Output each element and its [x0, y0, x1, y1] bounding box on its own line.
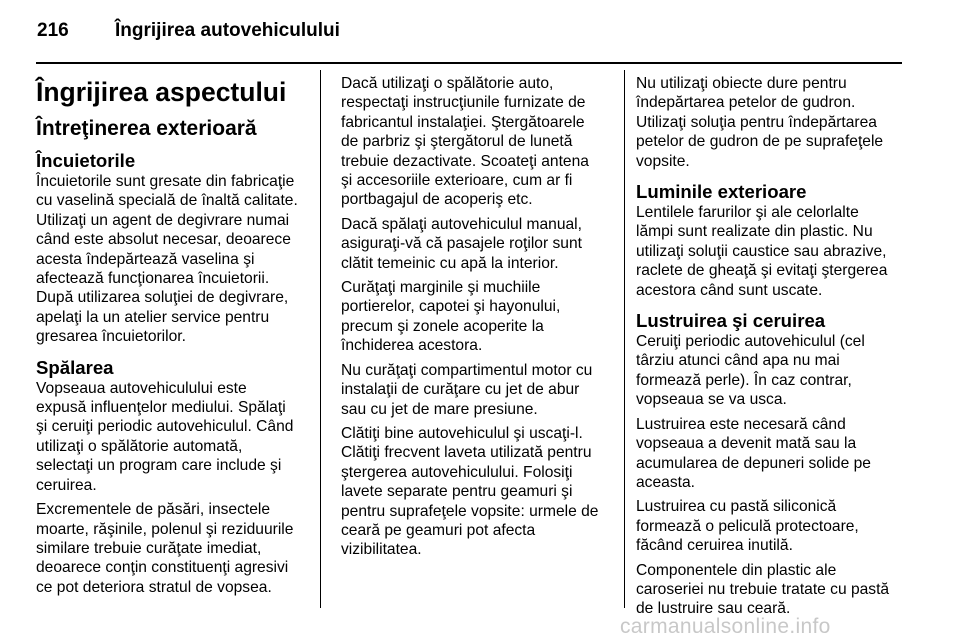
exterior-lights-paragraph: Lentilele farurilor şi ale celorlalte lămpi sunt realizate din plastic. Nu utilizaţi soluţii caustice sau abrazive, raclete de gheaţă şi evitaţi ştergerea acestora când sunt uscate.	[636, 204, 888, 299]
column-1	[36, 74, 316, 602]
polishing-heading: Lustruirea şi ceruirea	[636, 310, 826, 332]
exterior-lights-heading: Luminile exterioare	[636, 181, 807, 203]
chapter-title: Îngrijirea autovehiculului	[115, 20, 340, 41]
rinse-dry-paragraph: Clătiţi bine autovehiculul şi uscaţi-l. Clătiţi frecvent laveta utilizată pentru ştergerea autovehiculului. Folosiţi lavete separate pentru geamuri şi pentru suprafeţele vopsite: urmele de ceară pe geamuri pot afecta vizibilitatea.	[341, 424, 599, 559]
column-3	[636, 74, 904, 624]
engine-compartment-paragraph: Nu curăţaţi compartimentul motor cu instalaţii de curăţare cu jet de abur sau cu jet de mare presiune.	[341, 361, 593, 418]
page-number: 216	[37, 20, 69, 41]
watermark: carmanualsonline.info	[620, 615, 831, 638]
washing-paragraph-1: Vopseaua autovehiculului este expusă influenţelor mediului. Spălaţi şi ceruiţi periodic autovehiculul. Când utilizaţi o spălătorie automată, selectaţi un program care include şi ceruirea.	[36, 379, 294, 494]
column-divider-1	[320, 70, 321, 608]
column-2	[341, 74, 609, 565]
header-divider	[36, 62, 902, 64]
polishing-paragraph-3: Lustruirea cu pastă siliconică formează o peliculă protectoare, făcând ceruirea inutilă.	[636, 498, 859, 555]
tar-removal-paragraph: Nu utilizaţi obiecte dure pentru îndepărtarea petelor de gudron. Utilizaţi soluţia pentru îndepărtarea petelor de gudron de pe suprafeţele vopsite.	[636, 75, 884, 170]
polishing-paragraph-4: Componentele din plastic ale caroseriei nu trebuie tratate cu pastă de lustruire sau ceară.	[636, 561, 890, 618]
column-divider-2	[624, 70, 625, 608]
locks-paragraph: Încuietorile sunt gresate din fabricaţie cu vaselină specială de înaltă calitate. Utilizaţi un agent de degivrare numai când este absolut necesar, deoarece acesta îndepărtează vaselina şi afectează funcţionarea încuietorii. După utilizarea soluţiei de degivrare, apelaţi la un atelier service pentru gresarea încuietorilor.	[36, 173, 298, 346]
manual-wash-paragraph: Dacă spălaţi autovehiculul manual, asiguraţi-vă că pasajele roţilor sunt clătit temeinic cu apă la interior.	[341, 215, 582, 272]
polishing-paragraph-1: Ceruiţi periodic autovehiculul (cel târziu atunci când apa nu mai formează perle). În caz contrar, vopseaua se va usca.	[636, 333, 865, 409]
polishing-paragraph-2: Lustruirea este necesară când vopseaua a devenit mată sau la acumularea de depuneri solide pe aceasta.	[636, 415, 871, 491]
washing-paragraph-2: Excrementele de păsări, insectele moarte, răşinile, polenul şi reziduurile similare trebuie curăţate imediat, deoarece conţin constituenţi agresivi ce pot deteriora stratul de vopsea.	[36, 501, 294, 596]
door-edges-paragraph: Curăţaţi marginile şi muchiile portierelor, capotei şi hayonului, precum şi zonele acoperite la închiderea acestora.	[341, 279, 561, 355]
subsection-title: Întreţinerea exterioară	[36, 117, 257, 140]
section-title: Îngrijirea aspectului	[36, 77, 287, 107]
locks-heading: Încuietorile	[36, 150, 136, 171]
car-wash-paragraph: Dacă utilizaţi o spălătorie auto, respectaţi instrucţiunile furnizate de fabricantul instalaţiei. Ştergătoarele de parbriz şi ştergătorul de lunetă trebuie dezactivate. Scoateţi antena şi accesoriile exterioare, cum ar fi portbagajul de acoperiş etc.	[341, 75, 589, 209]
washing-heading: Spălarea	[36, 356, 114, 378]
